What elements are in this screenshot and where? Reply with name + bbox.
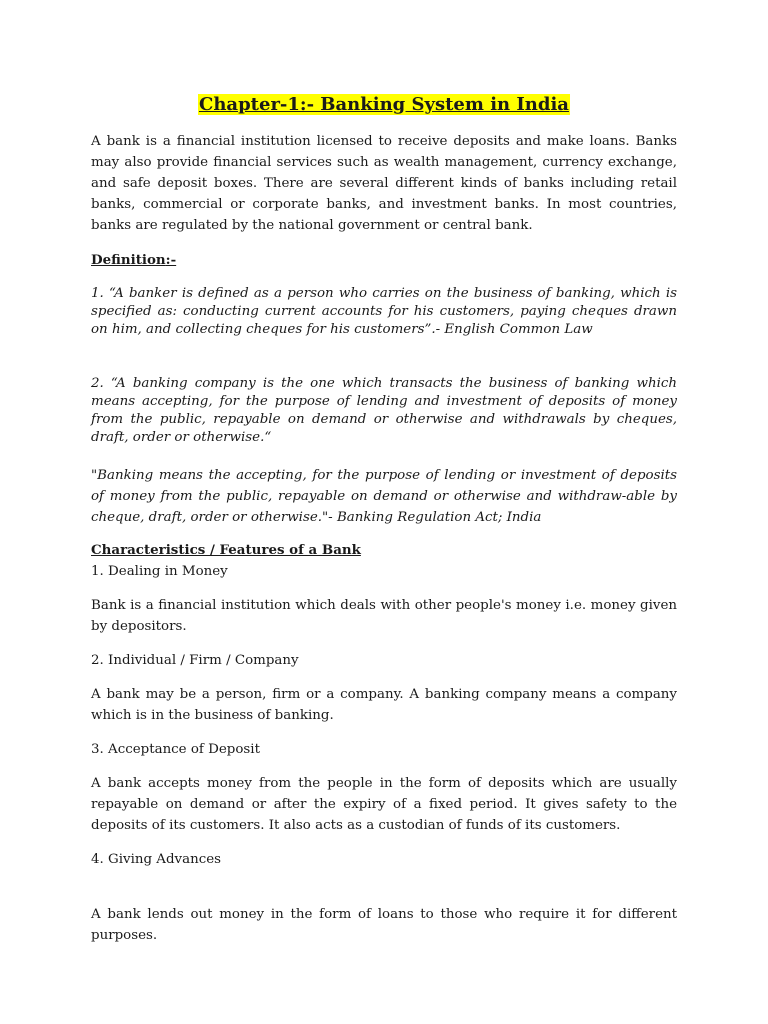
chapter-title: Chapter-1:- Banking System in India <box>199 94 569 115</box>
document-content <box>91 94 677 959</box>
feature-2-text: A bank may be a person, firm or a company. A banking company means a company which is in the business of banking. <box>91 687 677 723</box>
feature-4-title: 4. Giving Advances <box>91 852 222 867</box>
feature-3-title: 3. Acceptance of Deposit <box>91 742 260 757</box>
definition-2: 2. “A banking company is the one which transacts the business of banking which means accepting, for the purpose of lending and investment of deposits of money from the public, repayable on demand or otherwise and withdrawals by cheques, draft, order or otherwise.“ <box>91 376 677 445</box>
definition-heading: Definition:- <box>91 252 177 268</box>
definition-1: 1. “A banker is defined as a person who carries on the business of banking, which is specified as: conducting current accounts for his customers, paying cheques drawn on him, and collecting cheques for his customers”.- English Common Law <box>91 286 677 337</box>
feature-4-text: A bank lends out money in the form of loans to those who require it for different purposes. <box>91 907 677 943</box>
definition-3: "Banking means the accepting, for the purpose of lending or investment of deposits of money from the public, repayable on demand or otherwise and withdraw-able by cheque, draft, order or otherwise."- Banking Regulation Act; India <box>91 468 677 525</box>
intro-paragraph: A bank is a financial institution licensed to receive deposits and make loans. Banks may also provide financial services such as wealth management, currency exchange, and safe deposit boxes. There are several different kinds of banks including retail banks, commercial or corporate banks, and investment banks. In most countries, banks are regulated by the national government or central bank. <box>91 134 677 233</box>
feature-1-text: Bank is a financial institution which deals with other people's money i.e. money given by depositors. <box>91 598 677 634</box>
feature-2-title: 2. Individual / Firm / Company <box>91 653 299 668</box>
feature-1-title: 1. Dealing in Money <box>91 564 228 579</box>
feature-3-text: A bank accepts money from the people in the form of deposits which are usually repayable on demand or after the expiry of a fixed period. It gives safety to the deposits of its customers. It also acts as a custodian of funds of its customers. <box>91 776 677 833</box>
characteristics-heading: Characteristics / Features of a Bank <box>91 542 361 558</box>
